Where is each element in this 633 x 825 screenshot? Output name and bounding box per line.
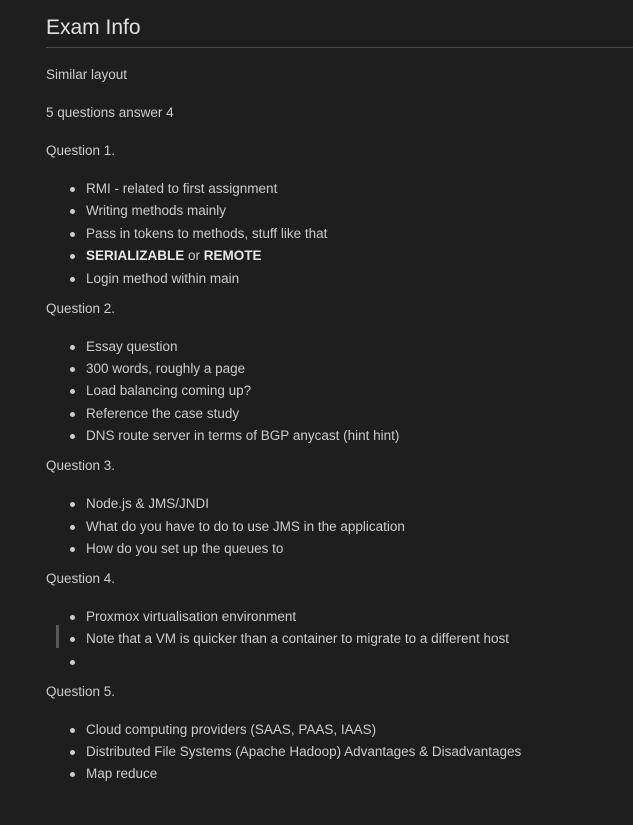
list-item: Writing methods mainly	[86, 201, 633, 221]
list-item: DNS route server in terms of BGP anycast (hint hint)	[86, 426, 633, 446]
question-5-heading: Question 5.	[46, 683, 116, 699]
or-text: or	[184, 248, 204, 264]
list-item: Pass in tokens to methods, stuff like that	[86, 224, 633, 244]
list-item: 300 words, roughly a page	[86, 359, 633, 379]
intro-line-1: Similar layout	[46, 67, 128, 82]
list-item	[86, 652, 633, 672]
list-item: How do you set up the queues to	[86, 539, 633, 559]
blockquote	[46, 607, 633, 672]
list-item: What do you have to do to use JMS in the application	[86, 517, 633, 537]
list-item: Distributed File Systems (Apache Hadoop) Advantages & Disadvantages	[86, 742, 633, 762]
page-title: Exam Info	[46, 0, 633, 48]
note-content	[46, 0, 633, 787]
list-item: Login method within main	[86, 269, 633, 289]
list-item: Essay question	[86, 337, 633, 357]
question-2-list	[46, 337, 633, 447]
blockquote-bar	[56, 625, 59, 648]
question-2-heading: Question 2.	[46, 300, 116, 316]
list-item: Load balancing coming up?	[86, 381, 633, 401]
bold-remote: REMOTE	[203, 248, 262, 264]
question-3-list	[46, 494, 633, 559]
bold-serializable: SERIALIZABLE	[86, 248, 185, 264]
list-item: Proxmox virtualisation environment	[86, 607, 633, 627]
list-item: RMI - related to first assignment	[86, 179, 633, 199]
list-item	[86, 246, 633, 266]
list-item: Reference the case study	[86, 404, 633, 424]
list-item: Map reduce	[86, 764, 633, 784]
list-item: Node.js & JMS/JNDI	[86, 494, 633, 514]
question-3-heading: Question 3.	[46, 458, 116, 474]
question-4-list	[46, 607, 633, 672]
intro-line-2: 5 questions answer 4	[46, 105, 174, 120]
list-item: Note that a VM is quicker than a container to migrate to a different host	[86, 629, 633, 649]
question-5-list	[46, 720, 633, 785]
question-4-heading: Question 4.	[46, 570, 116, 586]
question-1-list	[46, 179, 633, 289]
list-item: Cloud computing providers (SAAS, PAAS, IAAS)	[86, 720, 633, 740]
question-1-heading: Question 1.	[46, 143, 116, 158]
